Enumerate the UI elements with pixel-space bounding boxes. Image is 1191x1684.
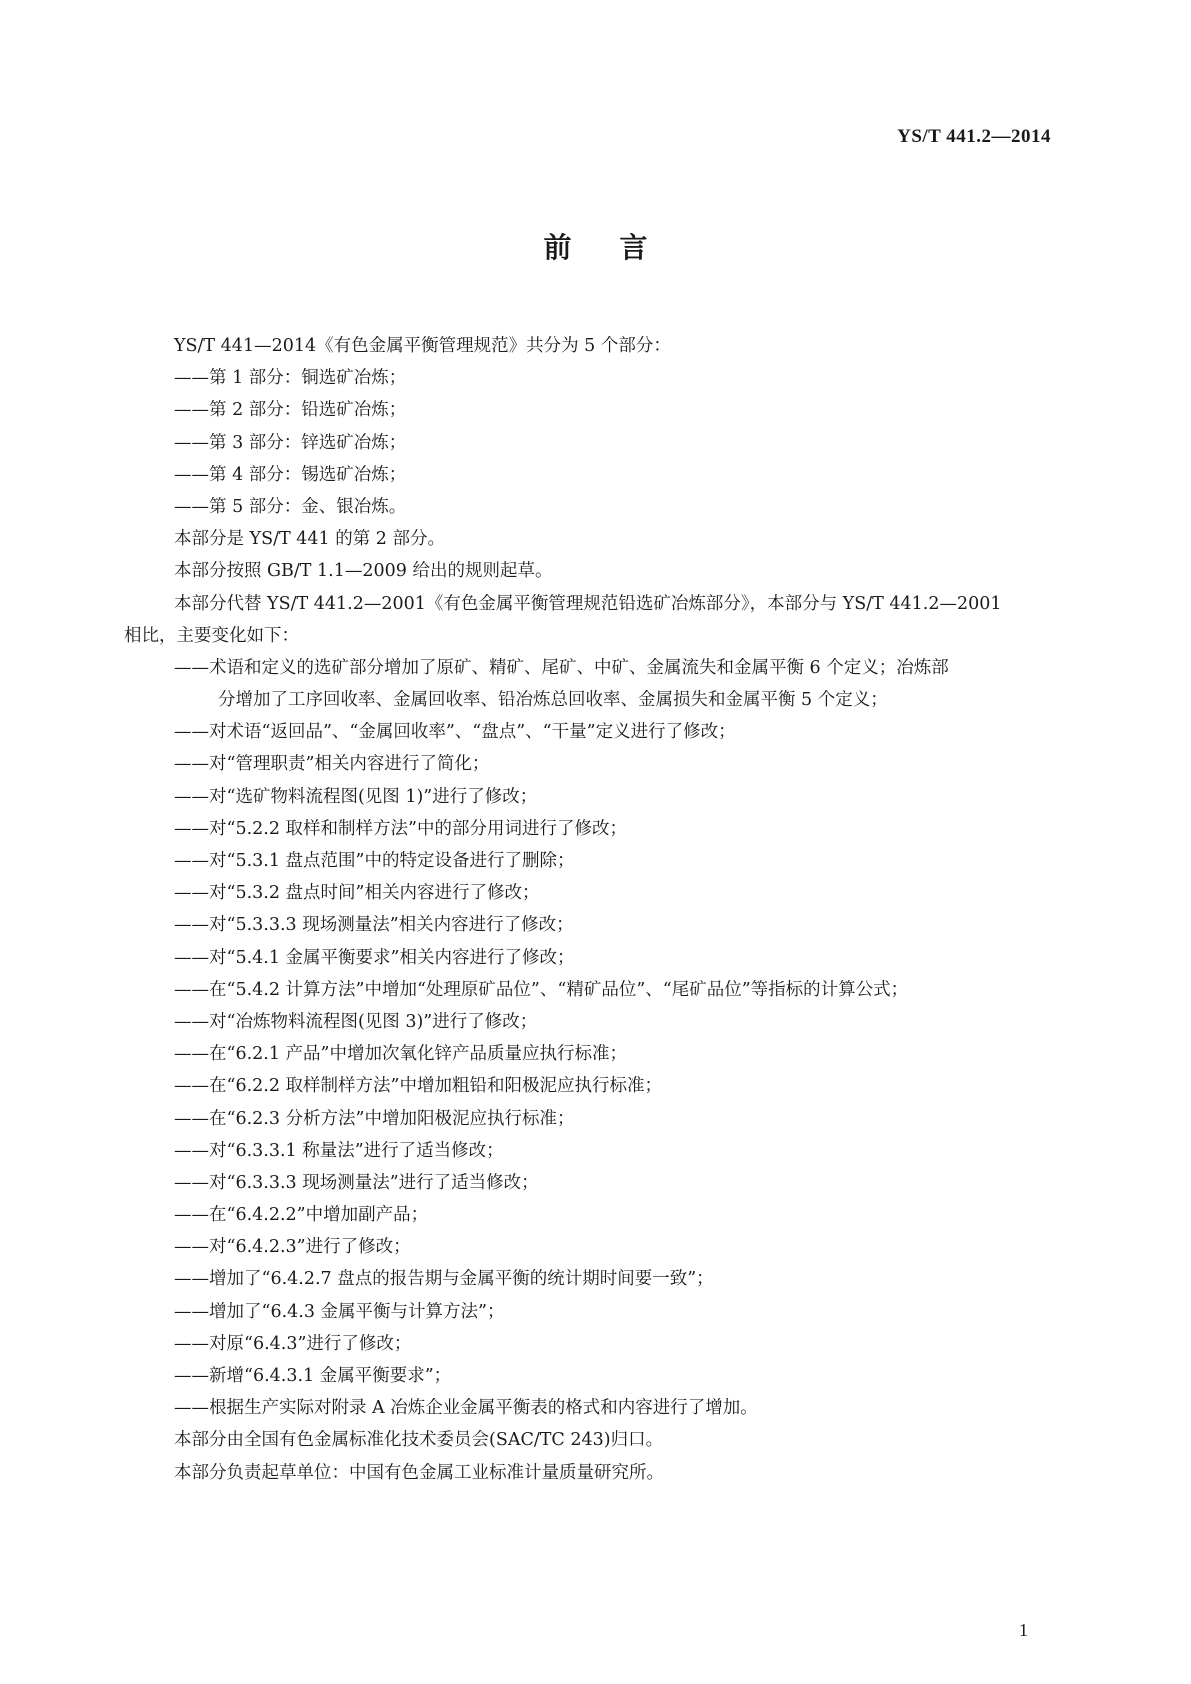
paragraph-line: 本部分代替 YS/T 441.2—2001《有色金属平衡管理规范铅选矿冶炼部分》，本部分与 YS/T 441.2—2001 — [174, 593, 1002, 614]
paragraph-line: ——对“冶炼物料流程图(见图 3)”进行了修改； — [174, 1011, 538, 1032]
paragraph-line: ——在“5.4.2 计算方法”中增加“处理原矿品位”、“精矿品位”、“尾矿品位”等指标的计算公式； — [174, 979, 909, 1000]
paragraph-line: ——对“选矿物料流程图(见图 1)”进行了修改； — [174, 786, 538, 807]
paragraph-line: ——根据生产实际对附录 A 冶炼企业金属平衡表的格式和内容进行了增加。 — [174, 1398, 758, 1419]
paragraph-line: ——对“6.4.2.3”进行了修改； — [174, 1237, 411, 1258]
paragraph-line: ——对原“6.4.3”进行了修改； — [174, 1333, 412, 1354]
paragraph-line: ——在“6.2.2 取样制样方法”中增加粗铅和阳极泥应执行标准； — [174, 1076, 662, 1097]
paragraph-line: ——第 1 部分：铜选矿冶炼； — [174, 368, 407, 389]
paragraph-line: ——增加了“6.4.3 金属平衡与计算方法”； — [174, 1301, 505, 1322]
paragraph-line: ——增加了“6.4.2.7 盘点的报告期与金属平衡的统计期时间要一致”； — [174, 1269, 714, 1290]
paragraph-line: ——第 4 部分：锡选矿冶炼； — [174, 464, 407, 485]
paragraph-line: 相比，主要变化如下： — [124, 625, 299, 646]
paragraph-line: ——在“6.2.1 产品”中增加次氧化锌产品质量应执行标准； — [174, 1044, 627, 1065]
paragraph-line: ——术语和定义的选矿部分增加了原矿、精矿、尾矿、中矿、金属流失和金属平衡 6 个定义；冶炼部 — [174, 657, 949, 678]
paragraph-line: ——对“5.3.1 盘点范围”中的特定设备进行了删除； — [174, 851, 575, 871]
paragraph-line: 本部分是 YS/T 441 的第 2 部分。 — [174, 529, 445, 550]
paragraph-line: ——对“5.3.2 盘点时间”相关内容进行了修改； — [174, 883, 540, 904]
paragraph-line: 本部分由全国有色金属标准化技术委员会(SAC/TC 243)归口。 — [174, 1430, 664, 1451]
paragraph-line: ——对“管理职责”相关内容进行了简化； — [174, 754, 490, 775]
paragraph-line: ——在“6.4.2.2”中增加副产品； — [174, 1205, 429, 1226]
paragraph-line: ——第 5 部分：金、银冶炼。 — [174, 496, 407, 517]
paragraph-line: 本部分按照 GB/T 1.1—2009 给出的规则起草。 — [174, 561, 553, 582]
paragraph-line: ——对术语“返回品”、“金属回收率”、“盘点”、“干量”定义进行了修改； — [174, 722, 736, 743]
paragraph-line: 本部分负责起草单位：中国有色金属工业标准计量质量研究所。 — [174, 1462, 664, 1483]
foreword-body — [124, 330, 1054, 1489]
paragraph-line: ——第 3 部分：锌选矿冶炼； — [174, 432, 407, 453]
paragraph-line: ——对“5.2.2 取样和制样方法”中的部分用词进行了修改； — [174, 818, 627, 839]
page-title: 前言 — [543, 231, 696, 264]
paragraph-line: ——在“6.2.3 分析方法”中增加阳极泥应执行标准； — [174, 1108, 575, 1129]
paragraph-line: ——对“6.3.3.1 称量法”进行了适当修改； — [174, 1140, 504, 1161]
paragraph-line: ——新增“6.4.3.1 金属平衡要求”； — [174, 1366, 452, 1386]
paragraph-line: ——对“6.3.3.3 现场测量法”进行了适当修改； — [174, 1172, 539, 1193]
paragraph-line: YS/T 441—2014《有色金属平衡管理规范》共分为 5 个部分： — [174, 336, 671, 356]
paragraph-line: ——对“5.3.3.3 现场测量法”相关内容进行了修改； — [174, 915, 574, 936]
paragraph-line: 分增加了工序回收率、金属回收率、铅冶炼总回收率、金属损失和金属平衡 5 个定义； — [218, 690, 888, 711]
standard-code: YS/T 441.2—2014 — [897, 126, 1051, 147]
paragraph-line: ——对“5.4.1 金属平衡要求”相关内容进行了修改； — [174, 947, 575, 968]
paragraph-line: ——第 2 部分：铅选矿冶炼； — [174, 400, 407, 421]
page-number: 1 — [1019, 1620, 1028, 1640]
